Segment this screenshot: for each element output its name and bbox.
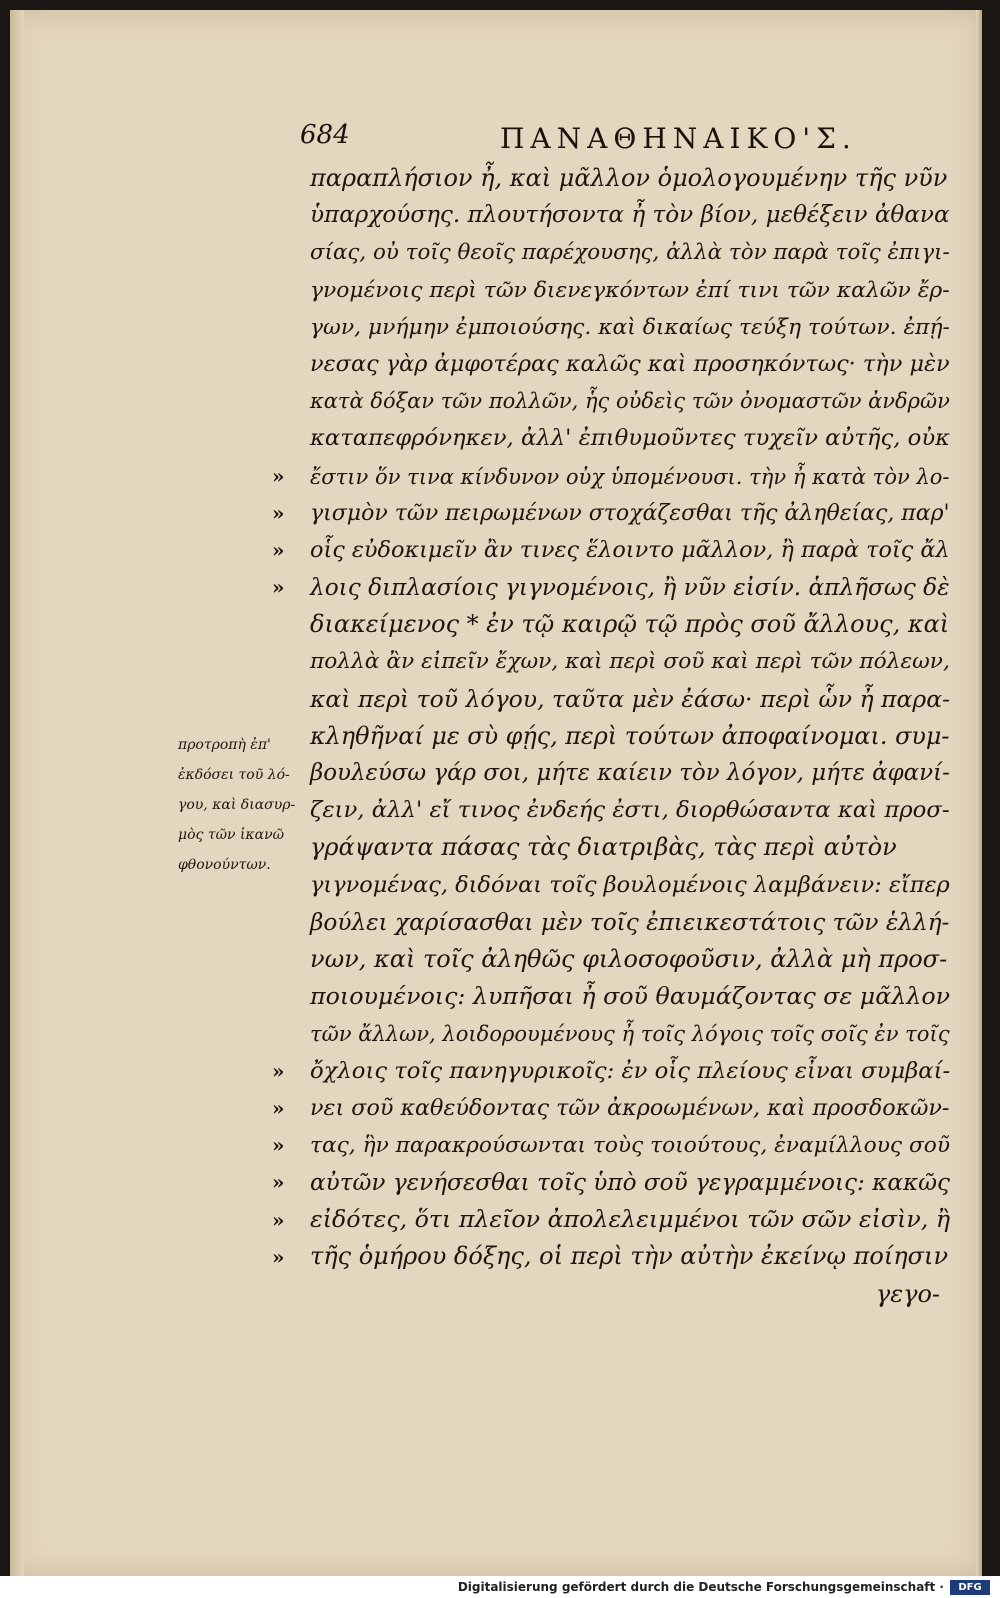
text-line: γων, μνήμην ἐμποιούσης. καὶ δικαίως τεύξη τούτων. ἐπῄ- [310, 314, 950, 340]
text-line: τας, ἣν παρακρούσωνται τοὺς τοιούτους, ἐναμίλλους σοῦ [310, 1132, 951, 1158]
text-line: ζειν, ἀλλ' εἴ τινος ἐνδεής ἐστι, διορθώσαντα καὶ προσ- [310, 797, 950, 824]
marginal-note-line: φθονούντων. [178, 857, 271, 873]
text-line: κληθῆναί με σὺ φῄς, περὶ τούτων ἀποφαίνομαι. συμ- [310, 721, 950, 750]
quote-mark: » [272, 1133, 285, 1158]
marginal-note-line: μὸς τῶν ἱκανῶ [178, 827, 284, 843]
text-line: τῆς ὁμήρου δόξης, οἱ περὶ τὴν αὐτὴν ἐκείνῳ ποίησιν [310, 1242, 949, 1271]
text-line: βούλει χαρίσασθαι μὲν τοῖς ἐπιεικεστάτοις τῶν ἑλλή- [310, 908, 950, 936]
book-page [10, 10, 982, 1576]
text-line: ὄχλοις τοῖς πανηγυρικοῖς: ἐν οἷς πλείους εἶναι συμβαί- [310, 1057, 951, 1084]
text-line: παραπλήσιον ἦ, καὶ μᾶλλον ὁμολογουμένην τῆς νῦν [310, 164, 948, 192]
text-line: ἔστιν ὅν τινα κίνδυνον οὐχ ὑπομένουσι. τὴν ἦ κατὰ τὸν λο- [310, 463, 950, 489]
text-line: πολλὰ ἂν εἰπεῖν ἔχων, καὶ περὶ σοῦ καὶ περὶ τῶν πόλεων, [310, 649, 950, 675]
text-line: νων, καὶ τοῖς ἀληθῶς φιλοσοφοῦσιν, ἀλλὰ μὴ προσ- [310, 944, 948, 973]
quote-mark: » [272, 538, 285, 562]
text-line: γράψαντα πάσας τὰς διατριβὰς, τὰς περὶ αὐτὸν [310, 833, 897, 862]
quote-mark: » [272, 1207, 285, 1232]
text-line: λοις διπλασίοις γιγνομένοις, ἢ νῦν εἰσίν. ἁπλῆσως δὲ [310, 574, 950, 602]
marginal-note-line: ἐκδόσει τοῦ λό- [178, 767, 290, 783]
dfg-logo[interactable]: DFG [950, 1580, 990, 1595]
text-line: νει σοῦ καθεύδοντας τῶν ἀκροωμένων, καὶ προσδοκῶν- [310, 1094, 950, 1121]
text-line: γνομένοις περὶ τῶν διενεγκόντων ἐπί τινι τῶν καλῶν ἔρ- [310, 277, 950, 303]
page-gutter [10, 10, 24, 1576]
quote-mark: » [272, 1096, 285, 1120]
text-line: γιγνομένας, διδόναι τοῖς βουλομένοις λαμβάνειν: εἴπερ [310, 871, 950, 898]
text-line: βουλεύσω γάρ σοι, μήτε καίειν τὸν λόγον, μήτε ἀφανί- [310, 760, 950, 786]
quote-mark: » [272, 1244, 285, 1269]
quote-mark: » [272, 575, 285, 600]
quote-mark: » [272, 1170, 285, 1195]
quote-mark: » [272, 500, 285, 525]
text-line: γισμὸν τῶν πειρωμένων στοχάζεσθαι τῆς ἀληθείας, παρ' [310, 500, 950, 526]
quote-mark: » [272, 463, 285, 488]
quote-mark: » [272, 1058, 285, 1083]
text-line: ποιουμένοις: λυπῆσαι ἦ σοῦ θαυμάζοντας σε μᾶλλον [310, 982, 951, 1011]
marginal-note [178, 730, 306, 880]
catchword: γεγο- [875, 1279, 940, 1308]
text-line: εἰδότες, ὅτι πλεῖον ἀπολελειμμένοι τῶν σῶν εἰσὶν, ἢ [310, 1205, 951, 1234]
page-number: 684 [300, 120, 350, 150]
text-line: διακείμενος * ἐν τῷ καιρῷ τῷ πρὸς σοῦ ἄλλους, καὶ [310, 610, 950, 639]
main-text-block [310, 160, 950, 1313]
text-line: νεσας γὰρ ἀμφοτέρας καλῶς καὶ προσηκόντως· τὴν μὲν [310, 350, 950, 377]
text-line: οἷς εὐδοκιμεῖν ἂν τινες ἕλοιντο μᾶλλον, ἢ παρὰ τοῖς ἄλ [310, 536, 950, 563]
text-line: σίας, οὐ τοῖς θεοῖς παρέχουσης, ἀλλὰ τὸν παρὰ τοῖς ἐπιγι- [310, 240, 950, 266]
running-head: ΠΑΝΑΘΗΝΑΙΚΟ'Σ. [500, 122, 857, 155]
text-line: αὐτῶν γενήσεσθαι τοῖς ὑπὸ σοῦ γεγραμμένοις: κακῶς [310, 1169, 951, 1197]
text-line: καὶ περὶ τοῦ λόγου, ταῦτα μὲν ἐάσω· περὶ ὧν ἦ παρα- [310, 684, 951, 713]
funding-credit: Digitalisierung gefördert durch die Deutsche Forschungsgemeinschaft · [457, 1580, 944, 1594]
page-edge [976, 10, 982, 1576]
digitization-footer [0, 1576, 1000, 1598]
text-line: ὑπαρχούσης. πλουτήσοντα ἦ τὸν βίον, μεθέξειν ἀθανα [310, 202, 950, 229]
marginal-note-line: προτροπὴ ἐπ' [178, 737, 271, 753]
text-line: καταπεφρόνηκεν, ἀλλ' ἐπιθυμοῦντες τυχεῖν αὐτῆς, οὐκ [310, 425, 951, 452]
marginal-note-line: γου, καὶ διασυρ- [178, 797, 296, 813]
text-line: τῶν ἄλλων, λοιδορουμένους ἦ τοῖς λόγοις τοῖς σοῖς ἐν τοῖς [310, 1021, 950, 1047]
text-line: κατὰ δόξαν τῶν πολλῶν, ἧς οὐδεὶς τῶν ὀνομαστῶν ἀνδρῶν [310, 389, 950, 414]
